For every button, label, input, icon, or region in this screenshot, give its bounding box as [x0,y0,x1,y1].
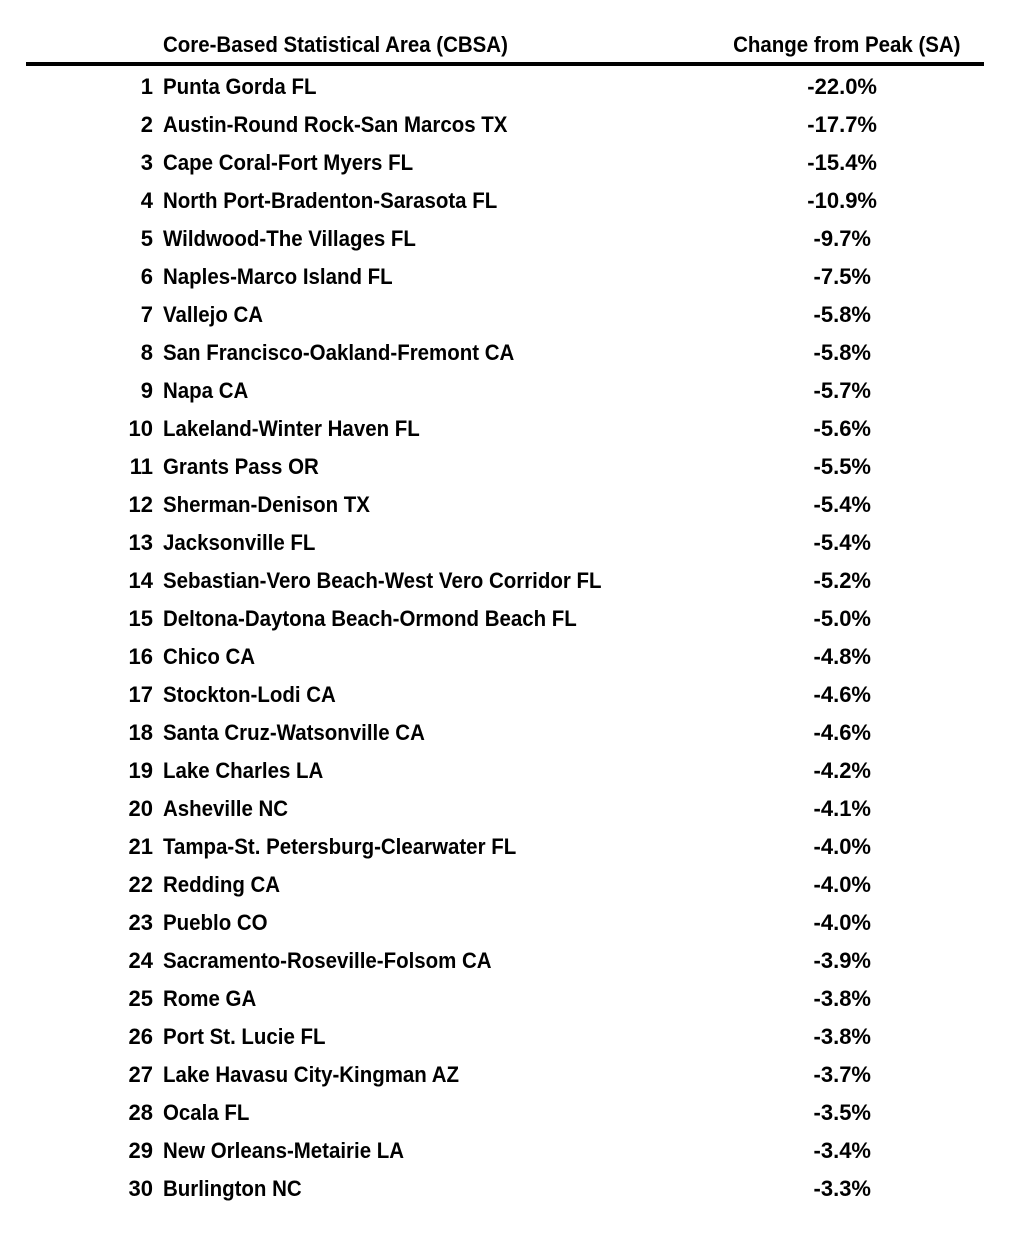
table-row [0,1094,1026,1132]
table-row [0,638,1026,676]
table-row [0,106,1026,144]
rank-cell: 15 [128,606,153,631]
change-cell: -7.5% [813,264,871,289]
table-row [0,410,1026,448]
table-row [0,714,1026,752]
table-row [0,372,1026,410]
change-cell: -5.7% [813,378,871,403]
rank-cell: 17 [128,682,153,707]
rank-cell: 18 [128,720,153,745]
cbsa-cell: Wildwood-The Villages FL [163,226,416,251]
change-cell: -5.8% [813,302,871,327]
cbsa-cell: Ocala FL [163,1100,250,1125]
rank-cell: 21 [128,834,153,859]
rank-cell: 26 [128,1024,153,1049]
change-cell: -5.4% [813,492,871,517]
cbsa-cell: Port St. Lucie FL [163,1024,326,1049]
table-row [0,790,1026,828]
cbsa-cell: Austin-Round Rock-San Marcos TX [163,112,508,137]
rank-cell: 8 [140,340,153,365]
cbsa-cell: North Port-Bradenton-Sarasota FL [163,188,498,213]
cbsa-cell: Stockton-Lodi CA [163,682,336,707]
table-row [0,182,1026,220]
change-cell: -9.7% [813,226,871,251]
change-cell: -5.0% [813,606,871,631]
header-divider [26,62,984,66]
cbsa-cell: Cape Coral-Fort Myers FL [163,150,414,175]
cbsa-cell: Sebastian-Vero Beach-West Vero Corridor FL [163,568,602,593]
table-body [0,68,1026,1208]
header-cbsa: Core-Based Statistical Area (CBSA) [163,32,508,57]
change-cell: -3.5% [813,1100,871,1125]
table-row [0,828,1026,866]
rank-cell: 14 [128,568,153,593]
change-cell: -5.6% [813,416,871,441]
cbsa-cell: Redding CA [163,872,281,897]
table-row [0,1170,1026,1208]
cbsa-cell: Deltona-Daytona Beach-Ormond Beach FL [163,606,577,631]
cbsa-cell: Asheville NC [163,796,289,821]
rank-cell: 28 [128,1100,153,1125]
change-cell: -5.5% [813,454,871,479]
cbsa-cell: Vallejo CA [163,302,264,327]
table-row [0,524,1026,562]
table-row [0,866,1026,904]
cbsa-cell: Tampa-St. Petersburg-Clearwater FL [163,834,517,859]
table-row [0,68,1026,106]
cbsa-cell: Napa CA [163,378,249,403]
change-cell: -4.0% [813,910,871,935]
table-row [0,676,1026,714]
table-header [0,0,1026,64]
rank-cell: 20 [128,796,153,821]
table-row [0,486,1026,524]
cbsa-cell: Lakeland-Winter Haven FL [163,416,420,441]
table-row [0,144,1026,182]
table-row [0,1056,1026,1094]
change-cell: -4.6% [813,720,871,745]
rank-cell: 16 [128,644,153,669]
cbsa-cell: Chico CA [163,644,256,669]
cbsa-cell: Santa Cruz-Watsonville CA [163,720,425,745]
change-cell: -4.0% [813,834,871,859]
change-cell: -10.9% [807,188,877,213]
rank-cell: 6 [140,264,153,289]
rank-cell: 7 [140,302,153,327]
rank-cell: 29 [128,1138,153,1163]
change-cell: -4.6% [813,682,871,707]
change-cell: -5.2% [813,568,871,593]
table-row [0,562,1026,600]
cbsa-cell: Pueblo CO [163,910,268,935]
cbsa-cell: Sherman-Denison TX [163,492,370,517]
change-cell: -4.0% [813,872,871,897]
table-row [0,752,1026,790]
change-cell: -3.8% [813,986,871,1011]
cbsa-cell: Burlington NC [163,1176,302,1201]
table-row [0,904,1026,942]
change-cell: -4.8% [813,644,871,669]
cbsa-cell: Lake Charles LA [163,758,324,783]
rank-cell: 19 [128,758,153,783]
table-row [0,942,1026,980]
rank-cell: 27 [128,1062,153,1087]
cbsa-cell: New Orleans-Metairie LA [163,1138,405,1163]
rank-cell: 9 [140,378,153,403]
change-cell: -5.4% [813,530,871,555]
change-cell: -4.2% [813,758,871,783]
rank-cell: 12 [128,492,153,517]
table-row [0,220,1026,258]
rank-cell: 30 [128,1176,153,1201]
cbsa-cell: Lake Havasu City-Kingman AZ [163,1062,459,1087]
cbsa-cell: Naples-Marco Island FL [163,264,393,289]
rank-cell: 22 [128,872,153,897]
change-cell: -5.8% [813,340,871,365]
rank-cell: 4 [140,188,153,213]
cbsa-cell: Sacramento-Roseville-Folsom CA [163,948,492,973]
change-cell: -3.3% [813,1176,871,1201]
cbsa-cell: Jacksonville FL [163,530,316,555]
change-cell: -17.7% [807,112,877,137]
cbsa-cell: Grants Pass OR [163,454,319,479]
rank-cell: 10 [128,416,153,441]
rank-cell: 3 [140,150,153,175]
change-cell: -3.8% [813,1024,871,1049]
rank-cell: 23 [128,910,153,935]
change-cell: -3.9% [813,948,871,973]
change-cell: -15.4% [807,150,877,175]
change-cell: -3.7% [813,1062,871,1087]
change-cell: -3.4% [813,1138,871,1163]
cbsa-cell: Rome GA [163,986,257,1011]
rank-cell: 25 [128,986,153,1011]
table-row [0,1018,1026,1056]
table-row [0,296,1026,334]
change-cell: -22.0% [807,74,877,99]
rank-cell: 2 [140,112,153,137]
rank-cell: 13 [128,530,153,555]
rank-cell: 24 [128,948,153,973]
table-row [0,980,1026,1018]
rank-cell: 1 [140,74,153,99]
rank-cell: 11 [129,454,153,479]
table-row [0,1132,1026,1170]
cbsa-cell: Punta Gorda FL [163,74,317,99]
change-cell: -4.1% [813,796,871,821]
table-row [0,258,1026,296]
header-change-from-peak: Change from Peak (SA) [732,32,960,57]
cbsa-cell: San Francisco-Oakland-Fremont CA [163,340,515,365]
table-row [0,334,1026,372]
table-row [0,448,1026,486]
table-row [0,600,1026,638]
rank-cell: 5 [140,226,153,251]
